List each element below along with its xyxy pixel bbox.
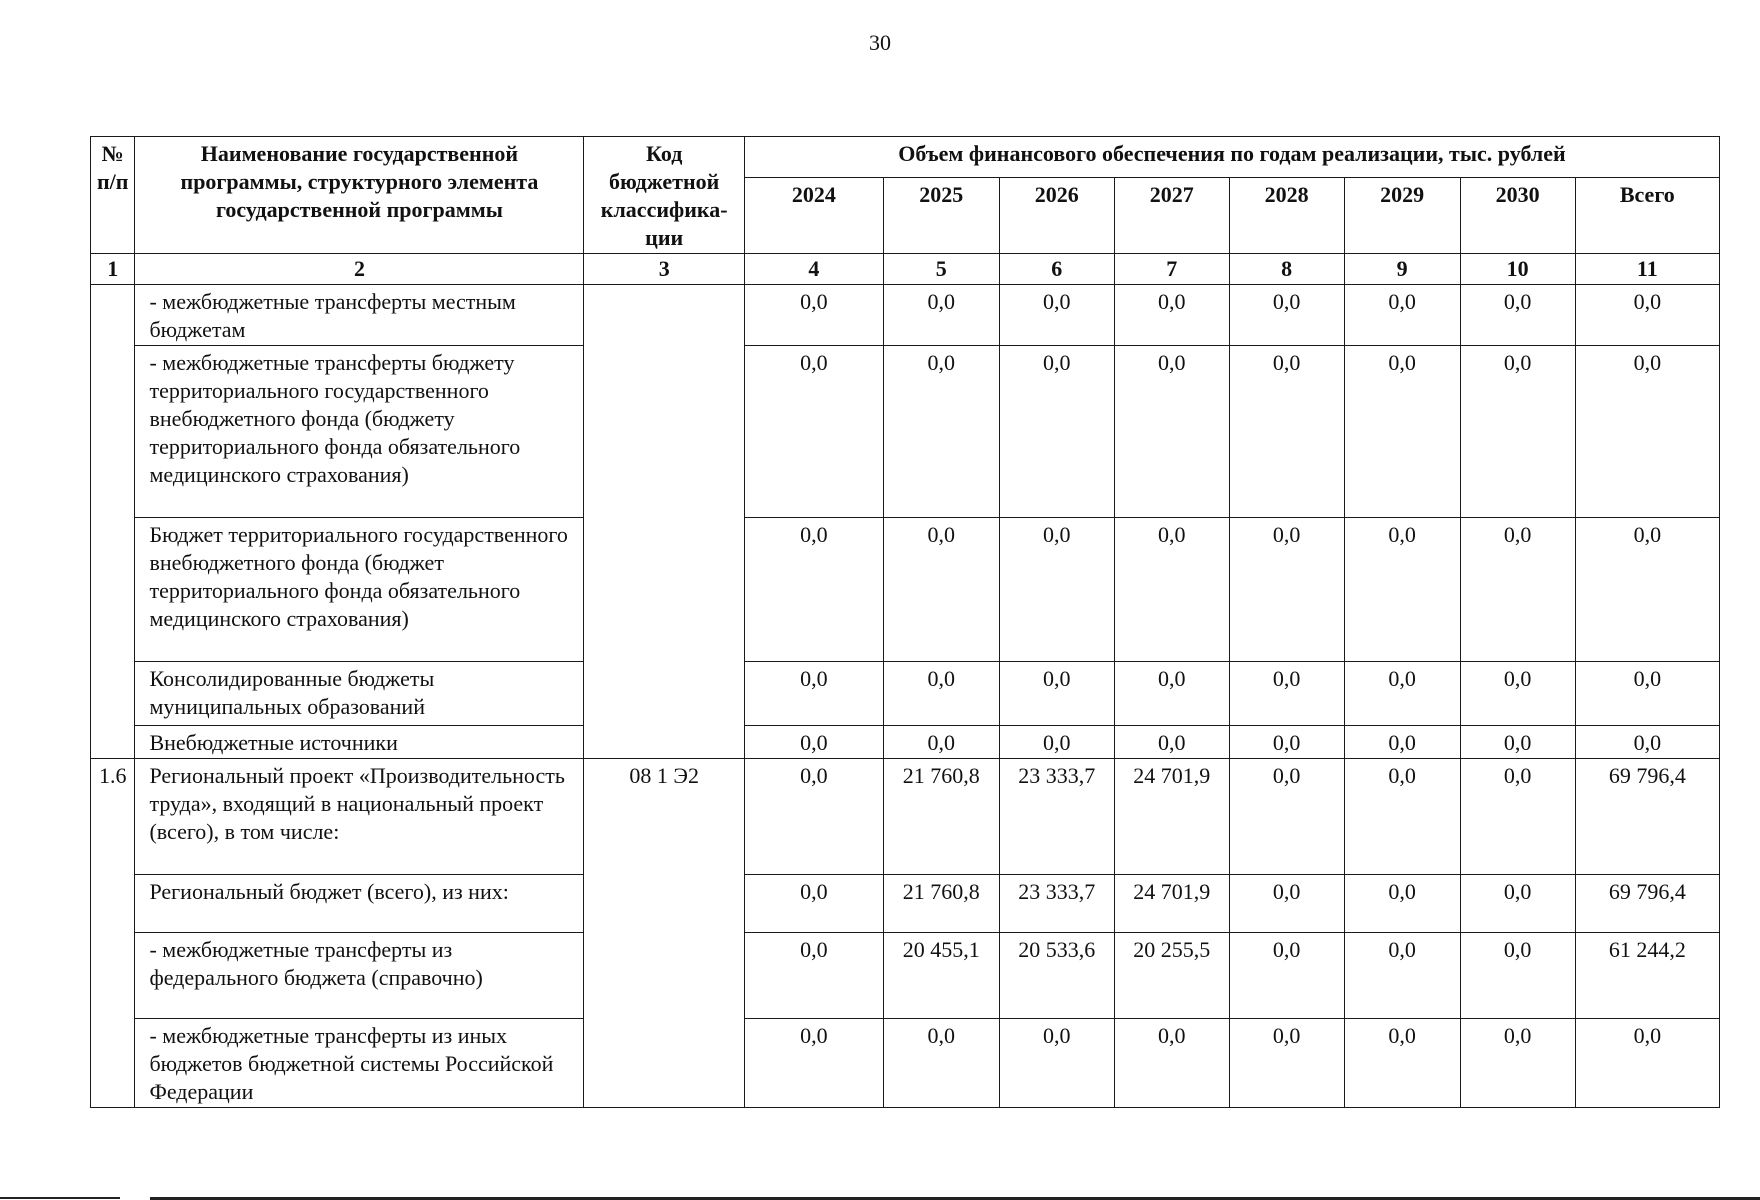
header-year: 2028 xyxy=(1229,178,1344,254)
total-cell: 61 244,2 xyxy=(1575,933,1719,1019)
value-cell: 0,0 xyxy=(744,662,883,726)
value-cell: 0,0 xyxy=(1460,759,1575,875)
header-year: 2029 xyxy=(1344,178,1460,254)
value-cell: 21 760,8 xyxy=(883,759,999,875)
row-code: 08 1 Э2 xyxy=(584,759,745,1108)
column-number: 7 xyxy=(1114,254,1229,285)
total-cell: 0,0 xyxy=(1575,518,1719,662)
value-cell: 21 760,8 xyxy=(883,875,999,933)
finance-table-wrapper xyxy=(90,136,1720,1108)
column-number-row xyxy=(91,254,1720,285)
value-cell: 23 333,7 xyxy=(999,875,1114,933)
bottom-rule-left xyxy=(0,1197,120,1199)
row-name: Региональный бюджет (всего), из них: xyxy=(135,875,584,933)
value-cell: 0,0 xyxy=(1460,933,1575,1019)
header-total: Всего xyxy=(1575,178,1719,254)
column-number: 2 xyxy=(135,254,584,285)
row-index: 1.6 xyxy=(91,759,135,1108)
value-cell: 0,0 xyxy=(1344,518,1460,662)
header-year: 2027 xyxy=(1114,178,1229,254)
column-number: 5 xyxy=(883,254,999,285)
row-code-cell xyxy=(584,285,745,759)
table-row xyxy=(91,285,1720,346)
value-cell: 0,0 xyxy=(744,759,883,875)
table-row xyxy=(91,726,1720,759)
value-cell: 20 533,6 xyxy=(999,933,1114,1019)
total-cell: 0,0 xyxy=(1575,726,1719,759)
value-cell: 0,0 xyxy=(744,285,883,346)
table-row xyxy=(91,518,1720,662)
value-cell: 0,0 xyxy=(999,285,1114,346)
value-cell: 0,0 xyxy=(1460,1019,1575,1108)
value-cell: 0,0 xyxy=(999,726,1114,759)
value-cell: 0,0 xyxy=(1460,346,1575,518)
column-number: 1 xyxy=(91,254,135,285)
table-row xyxy=(91,875,1720,933)
value-cell: 0,0 xyxy=(1344,285,1460,346)
value-cell: 0,0 xyxy=(883,518,999,662)
value-cell: 20 455,1 xyxy=(883,933,999,1019)
row-name: Региональный проект «Производительность труда», входящий в национальный проект (всего), в том числе: xyxy=(135,759,584,875)
value-cell: 0,0 xyxy=(883,662,999,726)
finance-table xyxy=(90,136,1720,1108)
value-cell: 0,0 xyxy=(1344,662,1460,726)
column-number: 11 xyxy=(1575,254,1719,285)
value-cell: 0,0 xyxy=(1344,875,1460,933)
value-cell: 0,0 xyxy=(999,518,1114,662)
table-row xyxy=(91,1019,1720,1108)
value-cell: 0,0 xyxy=(744,933,883,1019)
value-cell: 24 701,9 xyxy=(1114,759,1229,875)
header-year: 2025 xyxy=(883,178,999,254)
row-name: Бюджет территориального государственного внебюджетного фонда (бюджет территориального фонда обязательного медицинского страхования) xyxy=(135,518,584,662)
total-cell: 69 796,4 xyxy=(1575,875,1719,933)
value-cell: 20 255,5 xyxy=(1114,933,1229,1019)
total-cell: 0,0 xyxy=(1575,285,1719,346)
value-cell: 0,0 xyxy=(1229,875,1344,933)
value-cell: 0,0 xyxy=(999,1019,1114,1108)
value-cell: 0,0 xyxy=(1229,662,1344,726)
value-cell: 0,0 xyxy=(999,346,1114,518)
page-number: 30 xyxy=(869,30,891,55)
value-cell: 0,0 xyxy=(1114,285,1229,346)
value-cell: 0,0 xyxy=(883,285,999,346)
value-cell: 0,0 xyxy=(1344,726,1460,759)
value-cell: 0,0 xyxy=(1460,285,1575,346)
table-row xyxy=(91,662,1720,726)
header-year: 2024 xyxy=(744,178,883,254)
total-cell: 0,0 xyxy=(1575,346,1719,518)
table-row xyxy=(91,346,1720,518)
total-cell: 0,0 xyxy=(1575,1019,1719,1108)
row-name: Консолидированные бюджеты муниципальных образований xyxy=(135,662,584,726)
row-name: - межбюджетные трансферты бюджету территориального государственного внебюджетного фонда (бюджету территориального фонда обязательного медицинского страхования) xyxy=(135,346,584,518)
value-cell: 0,0 xyxy=(744,1019,883,1108)
row-name: - межбюджетные трансферты из федерального бюджета (справочно) xyxy=(135,933,584,1019)
column-number: 9 xyxy=(1344,254,1460,285)
header-number: № п/п xyxy=(91,137,135,254)
column-number: 6 xyxy=(999,254,1114,285)
row-index-cell xyxy=(91,285,135,759)
value-cell: 0,0 xyxy=(1229,759,1344,875)
value-cell: 0,0 xyxy=(1460,875,1575,933)
header-volume: Объем финансового обеспечения по годам реализации, тыс. рублей xyxy=(744,137,1719,178)
row-name: Внебюджетные источники xyxy=(135,726,584,759)
value-cell: 0,0 xyxy=(1114,1019,1229,1108)
value-cell: 0,0 xyxy=(1344,933,1460,1019)
value-cell: 0,0 xyxy=(1460,518,1575,662)
value-cell: 0,0 xyxy=(1114,726,1229,759)
header-row-top xyxy=(91,137,1720,178)
value-cell: 0,0 xyxy=(1229,518,1344,662)
total-cell: 0,0 xyxy=(1575,662,1719,726)
row-name: - межбюджетные трансферты местным бюджетам xyxy=(135,285,584,346)
value-cell: 0,0 xyxy=(883,726,999,759)
header-year: 2026 xyxy=(999,178,1114,254)
value-cell: 0,0 xyxy=(883,1019,999,1108)
value-cell: 0,0 xyxy=(1114,346,1229,518)
value-cell: 23 333,7 xyxy=(999,759,1114,875)
value-cell: 0,0 xyxy=(1229,726,1344,759)
value-cell: 0,0 xyxy=(1460,726,1575,759)
column-number: 10 xyxy=(1460,254,1575,285)
value-cell: 0,0 xyxy=(1229,1019,1344,1108)
value-cell: 0,0 xyxy=(1344,1019,1460,1108)
value-cell: 0,0 xyxy=(744,726,883,759)
value-cell: 0,0 xyxy=(744,518,883,662)
value-cell: 24 701,9 xyxy=(1114,875,1229,933)
value-cell: 0,0 xyxy=(1229,285,1344,346)
value-cell: 0,0 xyxy=(1344,346,1460,518)
value-cell: 0,0 xyxy=(1114,662,1229,726)
column-number: 4 xyxy=(744,254,883,285)
value-cell: 0,0 xyxy=(1229,346,1344,518)
column-number: 8 xyxy=(1229,254,1344,285)
total-cell: 69 796,4 xyxy=(1575,759,1719,875)
header-name: Наименование государственной программы, структурного элемента государственной программы xyxy=(135,137,584,254)
value-cell: 0,0 xyxy=(1229,933,1344,1019)
value-cell: 0,0 xyxy=(744,875,883,933)
row-name: - межбюджетные трансферты из иных бюджетов бюджетной системы Российской Федерации xyxy=(135,1019,584,1108)
column-number: 3 xyxy=(584,254,745,285)
value-cell: 0,0 xyxy=(1114,518,1229,662)
value-cell: 0,0 xyxy=(1344,759,1460,875)
value-cell: 0,0 xyxy=(744,346,883,518)
value-cell: 0,0 xyxy=(999,662,1114,726)
header-year: 2030 xyxy=(1460,178,1575,254)
value-cell: 0,0 xyxy=(883,346,999,518)
table-row xyxy=(91,759,1720,875)
table-row xyxy=(91,933,1720,1019)
value-cell: 0,0 xyxy=(1460,662,1575,726)
header-code: Код бюджетной классифика-ции xyxy=(584,137,745,254)
